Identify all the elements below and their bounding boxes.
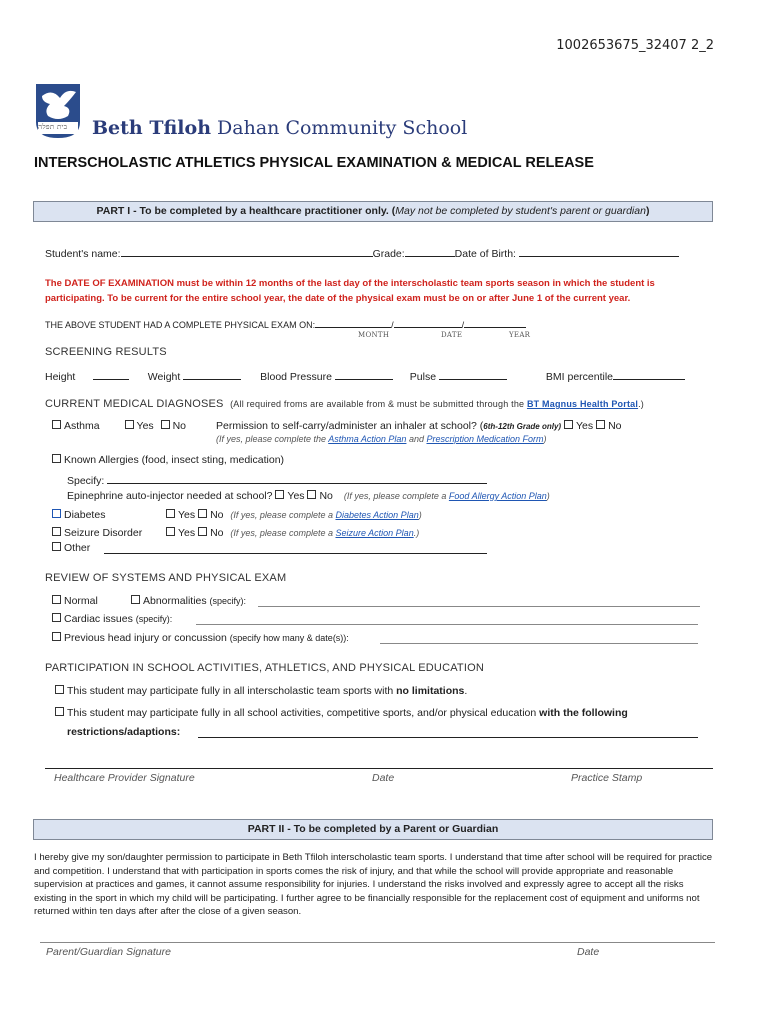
seizure-plan-link[interactable]: Seizure Action Plan <box>335 528 414 538</box>
student-name-field[interactable] <box>121 245 373 257</box>
height-field[interactable] <box>93 368 129 380</box>
asthma-yes-checkbox[interactable] <box>125 420 134 429</box>
asthma-row: Asthma Yes No <box>52 420 186 432</box>
cardiac-checkbox[interactable] <box>52 613 61 622</box>
abnormalities-field[interactable] <box>258 606 700 607</box>
diabetes-options: Yes No (If yes, please complete a Diabetes Action Plan) <box>166 509 422 521</box>
other-field[interactable] <box>104 553 487 554</box>
parent-date-label: Date <box>577 946 600 958</box>
screening-row: Height Weight Blood Pressure Pulse BMI percentile <box>45 368 685 383</box>
inhaler-permission: Permission to self-carry/administer an inhaler at school? (6th-12th Grade only) Yes No <box>216 420 622 432</box>
dob-field[interactable] <box>519 245 679 257</box>
provider-date-label: Date <box>372 772 395 784</box>
allergy-specify-row: Specify: <box>67 472 487 487</box>
provider-signature-line[interactable] <box>45 768 713 769</box>
parent-signature-line[interactable] <box>40 942 715 943</box>
blood-pressure-field[interactable] <box>335 368 393 380</box>
epi-no-checkbox[interactable] <box>307 490 316 499</box>
restrictions-label: restrictions/adaptions: <box>67 726 181 738</box>
no-limitations-checkbox[interactable] <box>55 685 64 694</box>
diabetes-no-checkbox[interactable] <box>198 509 207 518</box>
diabetes-checkbox[interactable] <box>52 509 61 518</box>
seizure-options: Yes No (If yes, please complete a Seizure Action Plan.) <box>166 527 419 539</box>
restrictions-row: This student may participate fully in all school activities, competitive sports, and/or physical education with the following <box>55 707 628 719</box>
seizure-checkbox[interactable] <box>52 527 61 536</box>
hebrew-text: בית תפלה <box>38 123 68 131</box>
school-logo <box>34 82 82 140</box>
restrictions-checkbox[interactable] <box>55 707 64 716</box>
consent-paragraph: I hereby give my son/daughter permission to participate in Beth Tfiloh interscholastic team sports. I understand that time after school will be required for practice and competition. I understand that with participation in sports comes the risk of injury, and that while the school will provide appropriate and reasonable supervision at practices and games, it cannot assume responsibility for injuries. I understand the risks involved and expressly agree to accept all the risks existing in the sport in which my child will be participating. I further agree to be financially responsible for the replacement cost of equipment and uniforms not returned within ten days after after the close of a given season. <box>34 852 713 918</box>
dove-logo-icon <box>34 82 82 140</box>
asthma-note: (If yes, please complete the Asthma Action Plan and Prescription Medication Form) <box>216 434 547 444</box>
month-label: MONTH <box>358 331 390 339</box>
head-injury-field[interactable] <box>380 643 698 644</box>
inhaler-yes-checkbox[interactable] <box>564 420 573 429</box>
abnormalities-checkbox[interactable] <box>131 595 140 604</box>
exam-date-row: THE ABOVE STUDENT HAD A COMPLETE PHYSICAL EXAM ON: / / <box>45 316 526 330</box>
restrictions-field[interactable] <box>198 737 698 738</box>
seizure-row: Seizure Disorder <box>52 527 142 539</box>
diabetes-plan-link[interactable]: Diabetes Action Plan <box>335 510 419 520</box>
asthma-plan-link[interactable]: Asthma Action Plan <box>328 434 407 444</box>
epi-yes-checkbox[interactable] <box>275 490 284 499</box>
student-info-row: Student's name: Grade: Date of Birth: <box>45 245 679 260</box>
other-checkbox[interactable] <box>52 542 61 551</box>
screening-heading: SCREENING RESULTS <box>45 346 167 358</box>
weight-field[interactable] <box>183 368 241 380</box>
school-name: Beth Tfiloh Dahan Community School <box>92 117 468 139</box>
rx-form-link[interactable]: Prescription Medication Form <box>426 434 544 444</box>
normal-row: Normal <box>52 595 98 607</box>
cardiac-field[interactable] <box>196 624 698 625</box>
head-injury-checkbox[interactable] <box>52 632 61 641</box>
exam-month-field[interactable] <box>315 316 391 328</box>
practice-stamp-label: Practice Stamp <box>571 772 643 784</box>
diabetes-row: Diabetes <box>52 509 105 521</box>
allergies-checkbox[interactable] <box>52 454 61 463</box>
allergy-specify-field[interactable] <box>107 472 487 484</box>
diagnoses-heading: CURRENT MEDICAL DIAGNOSES (All required froms are available from & must be submitted through the BT Magnus Health Portal.) <box>45 398 644 410</box>
asthma-no-checkbox[interactable] <box>161 420 170 429</box>
seizure-yes-checkbox[interactable] <box>166 527 175 536</box>
seizure-no-checkbox[interactable] <box>198 527 207 536</box>
exam-day-field[interactable] <box>394 316 462 328</box>
no-limitations-row: This student may participate fully in all interscholastic team sports with no limitations. <box>55 685 467 697</box>
pulse-field[interactable] <box>439 368 507 380</box>
asthma-checkbox[interactable] <box>52 420 61 429</box>
allergies-row: Known Allergies (food, insect sting, medication) <box>52 454 284 466</box>
participation-heading: PARTICIPATION IN SCHOOL ACTIVITIES, ATHLETICS, AND PHYSICAL EDUCATION <box>45 662 485 674</box>
part2-header: PART II - To be completed by a Parent or Guardian <box>33 819 713 840</box>
exam-date-notice: The DATE OF EXAMINATION must be within 12 months of the last day of the interscholastic team sports season in which the student is participating. To be current for the entire school year, the date of the physical exam must be on or after June 1 of the current year. <box>45 278 655 304</box>
exam-year-field[interactable] <box>464 316 526 328</box>
other-row: Other <box>52 542 90 554</box>
parent-signature-label: Parent/Guardian Signature <box>46 946 171 958</box>
cardiac-row: Cardiac issues (specify): <box>52 613 172 625</box>
review-heading: REVIEW OF SYSTEMS AND PHYSICAL EXAM <box>45 572 287 584</box>
provider-signature-label: Healthcare Provider Signature <box>54 772 195 784</box>
part1-header: PART I - To be completed by a healthcare practitioner only. (May not be completed by student's parent or guardian) <box>33 201 713 222</box>
diabetes-yes-checkbox[interactable] <box>166 509 175 518</box>
bmi-field[interactable] <box>613 368 685 380</box>
food-allergy-plan-link[interactable]: Food Allergy Action Plan <box>448 491 547 501</box>
date-label: DATE <box>441 331 463 339</box>
grade-field[interactable] <box>405 245 455 257</box>
magnus-portal-link[interactable]: BT Magnus Health Portal <box>526 399 639 409</box>
abnormalities-row: Abnormalities (specify): <box>131 595 246 607</box>
year-label: YEAR <box>509 331 531 339</box>
head-injury-row: Previous head injury or concussion (specify how many & date(s)): <box>52 632 349 644</box>
document-id: 1002653675_32407 2_2 <box>556 38 714 53</box>
normal-checkbox[interactable] <box>52 595 61 604</box>
inhaler-no-checkbox[interactable] <box>596 420 605 429</box>
form-title: INTERSCHOLASTIC ATHLETICS PHYSICAL EXAMINATION & MEDICAL RELEASE <box>34 155 594 171</box>
epinephrine-row: Epinephrine auto-injector needed at school? Yes No (If yes, please complete a Food Allergy Action Plan) <box>67 490 550 502</box>
